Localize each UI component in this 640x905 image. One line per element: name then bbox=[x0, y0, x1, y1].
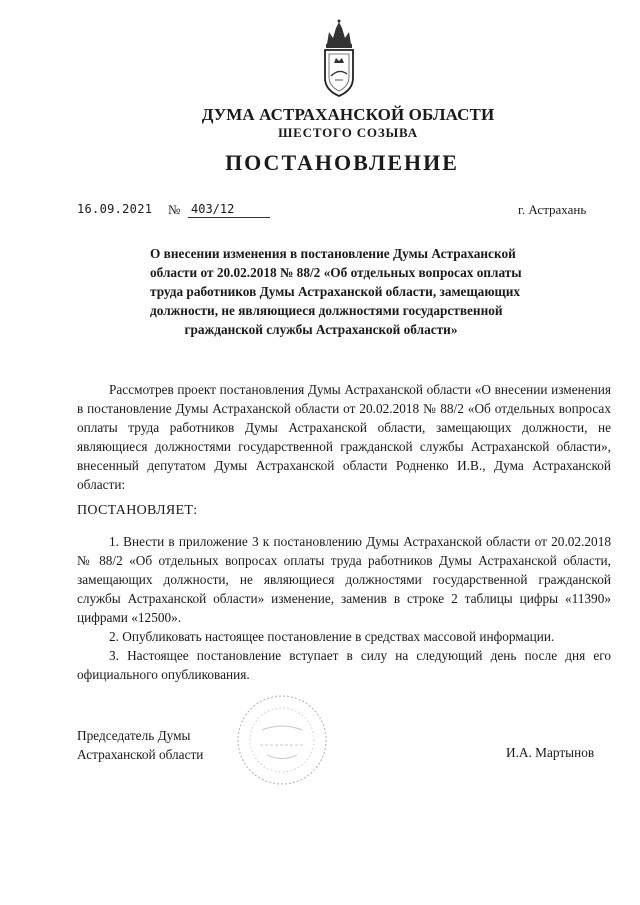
number-underline bbox=[188, 217, 270, 218]
point-1: 1. Внести в приложение 3 к постановлению Думы Астраханской области от 20.02.2018 № 88/2 «Об отдельных вопросах оплаты труда работников Думы Астраханской области, замещающих должности, не являющиеся должностями государственной гражданской службы Астраханской области» изменение, заменив в строке 2 таблицы цифры «11390» цифрами «12500». bbox=[77, 534, 611, 625]
preamble-paragraph: Рассмотрев проект постановления Думы Астраханской области «О внесении изменения в постановление Думы Астраханской области от 20.02.2018 № 88/2 «Об отдельных вопросах оплаты труда работников Думы Астраханской области, замещающих должности, не являющиеся должностями государственной гражданской службы Астраханской области», внесенный депутатом Думы Астраханской области Родненко И.В., Дума Астраханской области: bbox=[77, 382, 611, 492]
document-subject bbox=[150, 244, 522, 339]
document-number: 403/12 bbox=[191, 202, 235, 216]
point-3: 3. Настоящее постановление вступает в силу на следующий день после дня его официального опубликования. bbox=[77, 648, 611, 682]
signer-title-line: Астраханской области bbox=[77, 747, 204, 762]
subject-line: О внесении изменения в постановление Думы Астраханской bbox=[150, 246, 516, 261]
number-label: № bbox=[168, 202, 181, 217]
resolution-points bbox=[77, 532, 611, 684]
seal-stamp bbox=[222, 690, 342, 790]
document-date: 16.09.2021 bbox=[77, 202, 153, 216]
signer-title bbox=[77, 726, 203, 764]
signer-name: И.А. Мартынов bbox=[506, 745, 595, 760]
convocation: ШЕСТОГО СОЗЫВА bbox=[278, 125, 418, 140]
subject-line: должности, не являющиеся должностями государственной bbox=[150, 303, 503, 318]
point-2: 2. Опубликовать настоящее постановление в средствах массовой информации. bbox=[109, 629, 555, 644]
signer-title-line: Председатель Думы bbox=[77, 728, 191, 743]
city: г. Астрахань bbox=[518, 202, 587, 217]
subject-line: труда работников Думы Астраханской области, замещающих bbox=[150, 284, 521, 299]
document-type-title: ПОСТАНОВЛЕНИЕ bbox=[225, 150, 459, 175]
resolves-heading: ПОСТАНОВЛЯЕТ: bbox=[77, 503, 198, 518]
subject-line: гражданской службы Астраханской области» bbox=[184, 322, 458, 337]
org-name: ДУМА АСТРАХАНСКОЙ ОБЛАСТИ bbox=[201, 105, 495, 124]
coat-of-arms-emblem bbox=[319, 18, 359, 98]
subject-line: области от 20.02.2018 № 88/2 «Об отдельных вопросах оплаты bbox=[150, 265, 522, 280]
